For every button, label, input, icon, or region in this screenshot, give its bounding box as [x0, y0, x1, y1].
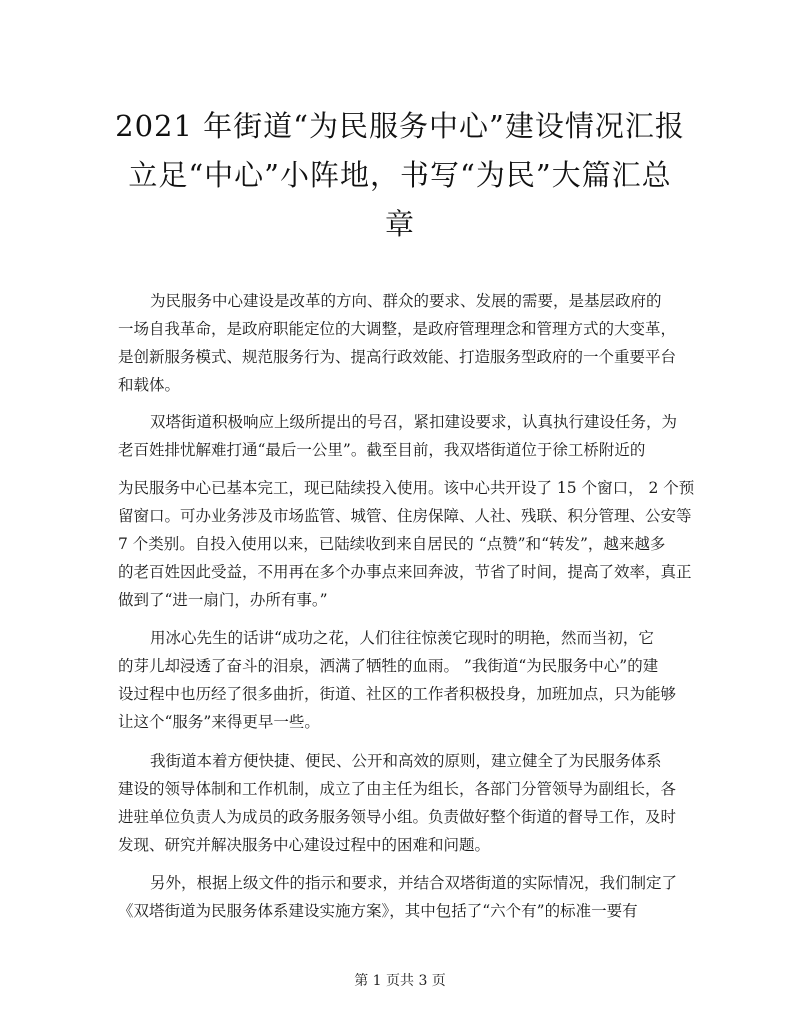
paragraph-line: 为民服务中心已基本完工，现已陆续投入使用。该中心共开设了 15 个窗口， 2 个预: [118, 479, 695, 497]
paragraph-line: 建设的领导体制和工作机制，成立了由主任为组长，各部门分管领导为副组长，各: [118, 780, 677, 798]
paragraph-line: 发现、研究并解决服务中心建设过程中的困难和问题。: [118, 836, 491, 854]
paragraph-line: 双塔街道积极响应上级所提出的号召，紧扣建设要求，认真执行建设任务，为: [150, 413, 678, 431]
paragraph-line: 为民服务中心建设是改革的方向、群众的要求、发展的需要，是基层政府的: [150, 292, 662, 310]
paragraph-line: 我街道本着方便快捷、便民、公开和高效的原则，建立健全了为民服务体系: [150, 752, 662, 770]
paragraph-line: 7 个类别。自投入使用以来，已陆续收到来自居民的 “点赞”和“转发”，越来越多: [118, 535, 666, 553]
document-title-line-2: 立足“中心”小阵地，书写“为民”大篇汇总: [128, 158, 672, 192]
paragraph-line: 让这个“服务”来得更早一些。: [118, 713, 320, 731]
paragraph-line: 另外，根据上级文件的指示和要求，并结合双塔街道的实际情况，我们制定了: [150, 874, 678, 892]
paragraph-3: [118, 474, 695, 614]
paragraph-5: [118, 747, 678, 859]
paragraph-line: 老百姓排忧解难打通“最后一公里”。截至目前，我双塔街道位于徐工桥附近的: [118, 441, 646, 459]
paragraph-line: 的芽儿却浸透了奋斗的泪泉，洒满了牺牲的血雨。 ”我街道“为民服务中心”的建: [118, 657, 659, 675]
paragraph-line: 和载体。: [118, 376, 181, 394]
document-title-line-3: 章: [384, 207, 415, 241]
paragraph-line: 设过程中也历经了很多曲折，街道、社区的工作者积极投身，加班加点，只为能够: [118, 685, 677, 703]
paragraph-line: 用冰心先生的话讲“成功之花，人们往往惊羡它现时的明艳，然而当初，它: [150, 629, 654, 647]
paragraph-line: 《双塔街道为民服务体系建设实施方案》，其中包括了“六个有”的标准一要有: [118, 902, 638, 920]
page-number: 第 1 页共 3 页: [354, 973, 446, 989]
document-title-line-1: 2021 年街道“为民服务中心”建设情况汇报: [115, 109, 685, 143]
paragraph-line: 一场自我革命，是政府职能定位的大调整，是政府管理理念和管理方式的大变革，: [118, 320, 677, 338]
paragraph-line: 进驻单位负责人为成员的政务服务领导小组。负责做好整个街道的督导工作，及时: [118, 808, 677, 826]
paragraph-1: [118, 287, 678, 399]
paragraph-2: [118, 408, 678, 464]
paragraph-line: 是创新服务模式、规范服务行为、提高行政效能、打造服务型政府的一个重要平台: [118, 348, 677, 366]
paragraph-line: 留窗口。可办业务涉及市场监管、城管、住房保障、人社、残联、积分管理、公安等: [118, 507, 692, 525]
paragraph-6: [118, 869, 678, 925]
paragraph-line: 的老百姓因此受益，不用再在多个办事点来回奔波，节省了时间，提高了效率，真正: [118, 563, 692, 581]
paragraph-4: [118, 624, 678, 736]
paragraph-line: 做到了“进一扇门，办所有事。”: [118, 591, 328, 609]
